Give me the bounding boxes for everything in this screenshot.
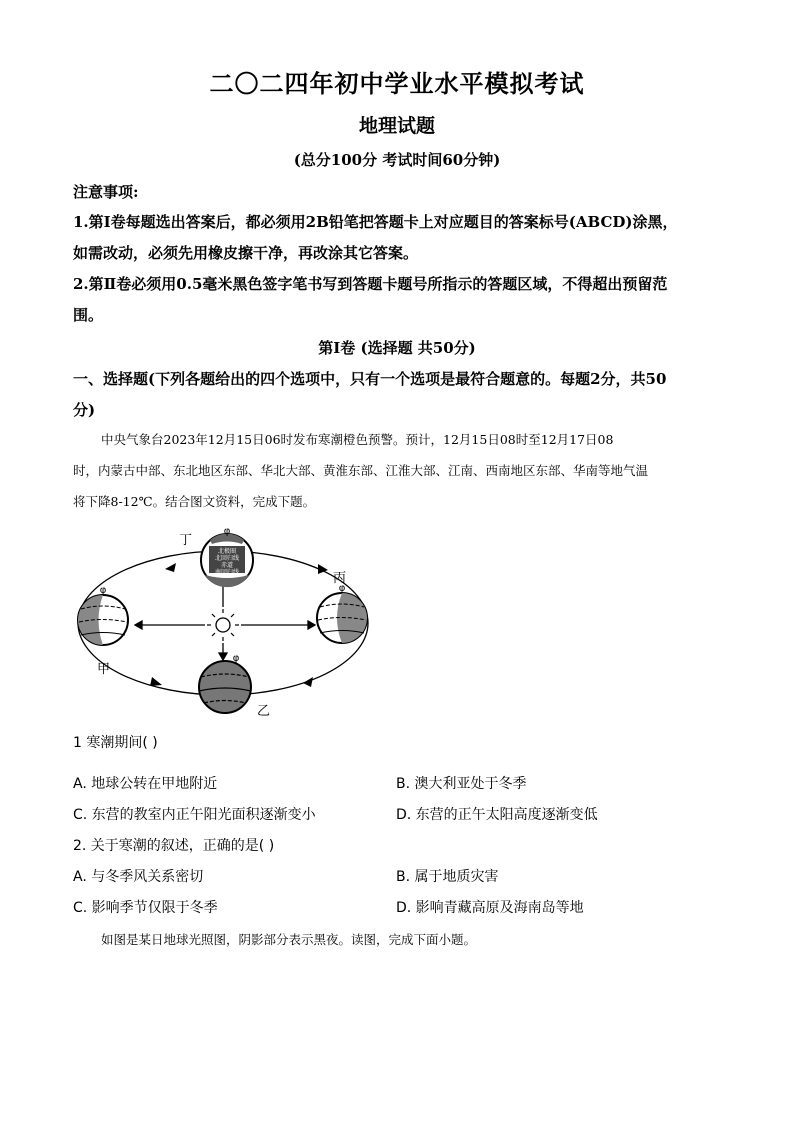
svg-text:φ: φ — [99, 585, 107, 596]
passage-1-line-3: 将下降8-12℃。结合图文资料，完成下题。 — [73, 494, 316, 509]
note-2-line-2: 围。 — [73, 306, 104, 324]
label-jia: 甲 — [97, 662, 111, 677]
exam-title: 二〇二四年初中学业水平模拟考试 — [209, 69, 585, 98]
question-2-option-a[interactable]: A. 与冬季风关系密切 — [73, 869, 204, 885]
svg-text:φ: φ — [223, 526, 231, 537]
passage-1-line-2: 时，内蒙古中部、东北地区东部、华北大部、黄淮东部、江淮大部、江南、西南地区东部、华南等地气温 — [73, 463, 649, 478]
question-1-option-a[interactable]: A. 地球公转在甲地附近 — [73, 776, 218, 792]
exam-info: (总分100分 考试时间60分钟) — [293, 151, 501, 169]
band-label: 赤道 — [220, 562, 234, 569]
note-2-line-1: 2.第Ⅱ卷必须用0.5毫米黑色签字笔书写到答题卡题号所指示的答题区域，不得超出预留范 — [73, 275, 668, 293]
earth-jia — [78, 585, 128, 645]
sun-icon — [207, 609, 239, 641]
question-1-option-d[interactable]: D. 东营的正午太阳高度逐渐变低 — [396, 807, 598, 823]
svg-text:φ: φ — [338, 583, 346, 594]
earth-ding — [201, 526, 253, 587]
passage-1-line-1: 中央气象台2023年12月15日06时发布寒潮橙色预警。预计，12月15日08时至12月17日08 — [101, 432, 614, 447]
question-1-option-b[interactable]: B. 澳大利亚处于冬季 — [396, 776, 527, 792]
band-label: 北极圈 — [217, 548, 237, 555]
orbit-arrow-bottom-right — [303, 677, 313, 687]
band-label: 南回归线 — [214, 569, 240, 576]
question-2-option-b[interactable]: B. 属于地质灾害 — [396, 869, 499, 885]
subject-title: 地理试题 — [358, 115, 435, 137]
orbit-arrow-top — [165, 563, 176, 572]
note-1-line-2: 如需改动，必须先用橡皮擦干净，再改涂其它答案。 — [73, 244, 419, 262]
section-instruction-line-1: 一、选择题(下列各题给出的四个选项中，只有一个选项是最符合题意的。每题2分，共50 — [73, 370, 667, 388]
svg-text:φ: φ — [232, 653, 240, 664]
label-ding: 丁 — [179, 533, 193, 548]
label-bing: 丙 — [333, 571, 347, 586]
notes-heading: 注意事项: — [73, 183, 139, 201]
label-yi: 乙 — [257, 704, 271, 719]
question-1-option-c[interactable]: C. 东营的教室内正午阳光面积逐渐变小 — [73, 807, 316, 823]
band-label: 北回归线 — [214, 555, 240, 562]
question-2-option-d[interactable]: D. 影响青藏高原及海南岛等地 — [396, 900, 584, 916]
question-2-option-c[interactable]: C. 影响季节仅限于冬季 — [73, 900, 218, 916]
question-1-stem: 1 寒潮期间( ) — [73, 735, 158, 751]
earth-bing — [317, 583, 367, 643]
earth-yi — [199, 653, 251, 713]
question-2-stem: 2. 关于寒潮的叙述，正确的是( ) — [73, 838, 275, 854]
note-1-line-1: 1.第Ⅰ卷每题选出答案后，都必须用2B铅笔把答题卡上对应题目的答案标号(ABCD)涂黑， — [73, 213, 678, 231]
section-instruction-line-2: 分) — [73, 401, 96, 419]
orbit-arrow-bottom-left — [150, 677, 162, 686]
section-title: 第Ⅰ卷 (选择题 共50分) — [318, 339, 476, 357]
earth-orbit-diagram — [70, 525, 380, 720]
passage-2: 如图是某日地球光照图，阴影部分表示黑夜。读图，完成下面小题。 — [101, 932, 477, 947]
